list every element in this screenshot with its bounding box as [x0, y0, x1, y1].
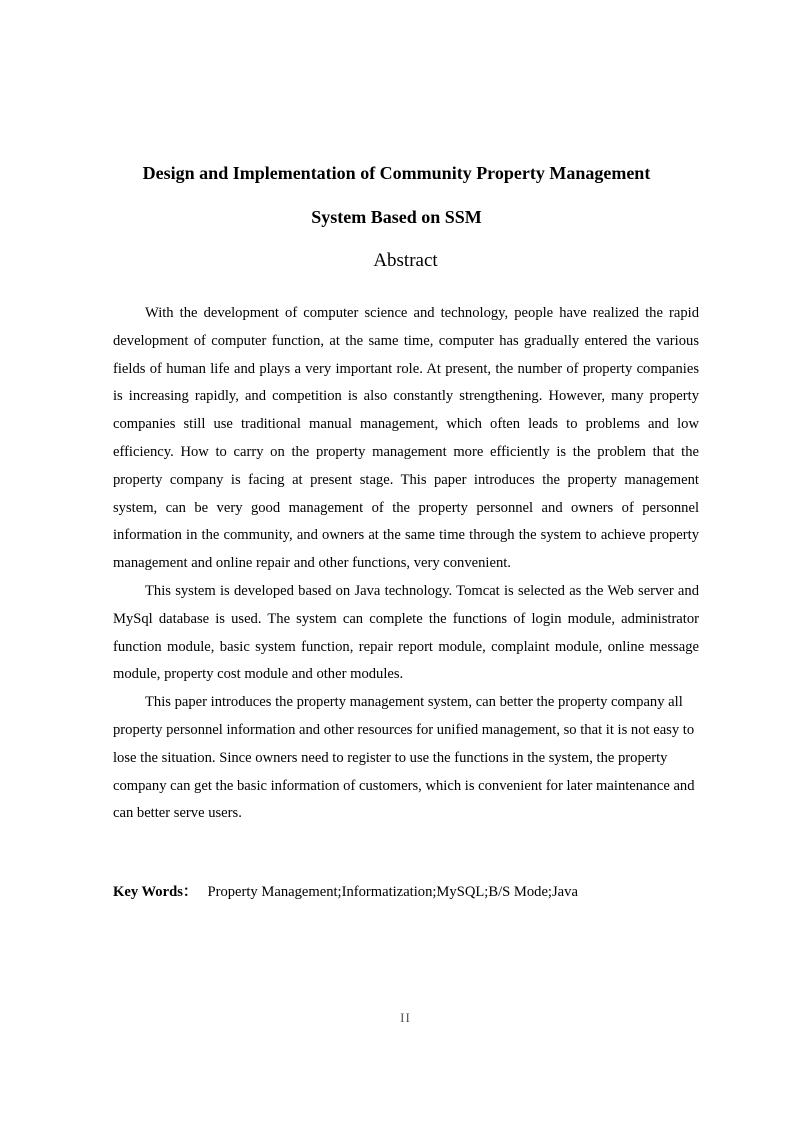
paper-title-line-2: System Based on SSM	[311, 207, 482, 227]
paper-title-line-1: Design and Implementation of Community Property Management	[142, 163, 651, 183]
abstract-paragraph-3: This paper introduces the property management system, can better the property company all property personnel information and other resources for unified management, so that it is not easy to lose the situation. Since owners need to register to use the functions in the system, the property company can get the basic information of customers, which is convenient for later maintenance and can better serve users.	[113, 694, 695, 822]
keywords-text: Property Management;Informatization;MySQL;B/S Mode;Java	[207, 884, 578, 900]
abstract-body	[113, 300, 699, 828]
page-number: II	[400, 1010, 411, 1025]
keywords-line	[113, 880, 713, 904]
keywords-label: Key Words：	[113, 884, 198, 900]
abstract-paragraph-1: With the development of computer science and technology, people have realized the rapid development of computer function, at the same time, computer has gradually entered the various fields of human life and plays a very important role. At present, the number of property companies is increasing rapidly, and competition is also constantly strengthening. However, many property companies still use traditional manual management, which often leads to problems and low efficiency. How to carry on the property management more efficiently is the problem that the property company is facing at present stage. This paper introduces the property management system, can be very good management of the property personnel and owners of personnel information in the community, and owners at the same time through the system to achieve property management and online repair and other functions, very convenient.	[113, 305, 699, 572]
abstract-heading: Abstract	[373, 250, 438, 271]
abstract-paragraph-2: This system is developed based on Java technology. Tomcat is selected as the Web server and MySql database is used. The system can complete the functions of login module, administrator function module, basic system function, repair report module, complaint module, online message module, property cost module and other modules.	[113, 582, 699, 683]
